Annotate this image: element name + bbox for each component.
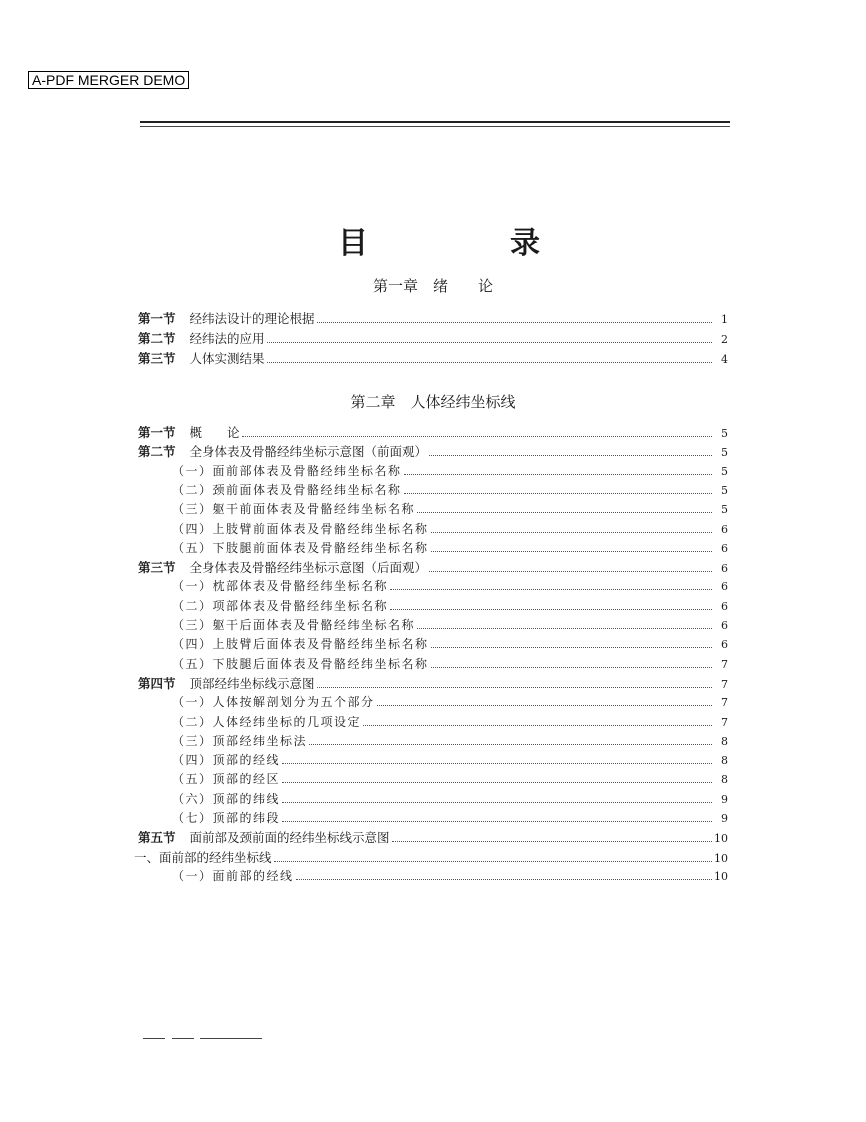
page-number: 5: [721, 446, 728, 460]
scan-artifact: [200, 1038, 262, 1039]
page-number: 9: [721, 812, 728, 825]
dot-leader: [363, 715, 712, 726]
section-title: 经纬法的应用: [189, 331, 265, 346]
page-number: 10: [714, 832, 728, 846]
dot-leader: [431, 522, 712, 533]
section-label: 第三节: [138, 351, 176, 366]
header-rule: [140, 121, 730, 123]
toc-entry: [172, 732, 728, 752]
page-number: 5: [721, 503, 728, 517]
dot-leader: [377, 695, 712, 706]
subsection-title: （三）躯干后面体表及骨骼经纬坐标名称: [172, 618, 416, 632]
page-number: 4: [721, 353, 728, 366]
section-label: 第一节: [138, 425, 176, 440]
subsection-title: （五）下肢腿前面体表及骨骼经纬坐标名称: [172, 540, 429, 555]
subsection-title: （四）上肢臂后面体表及骨骼经纬坐标名称: [172, 637, 429, 652]
dot-leader: [431, 657, 712, 668]
subsection-title: （四）上肢臂前面体表及骨骼经纬坐标名称: [172, 521, 429, 536]
dot-leader: [282, 753, 712, 764]
toc-entry: [172, 539, 728, 559]
dot-leader: [392, 831, 712, 842]
toc-entry: [172, 597, 728, 617]
toc-entry: [138, 309, 728, 329]
page-number: 6: [721, 522, 728, 536]
toc-entry: [172, 520, 728, 540]
page-number: 8: [721, 754, 728, 768]
toc-entry: [138, 828, 728, 848]
page-number: 7: [721, 715, 728, 729]
dot-leader: [429, 561, 712, 572]
subsection-title: （五）顶部的经区: [172, 772, 281, 787]
header-rule-thin: [140, 126, 730, 127]
dot-leader: [417, 618, 712, 629]
page-number: 6: [721, 638, 728, 652]
toc-entry: [172, 655, 728, 675]
chapter-heading: 第一章 绪 论: [372, 277, 493, 295]
dot-leader: [267, 352, 712, 363]
toc-entry: [138, 329, 728, 349]
toc-entry: [172, 462, 728, 482]
watermark: A-PDF MERGER DEMO: [28, 71, 189, 89]
section-title: 经纬法设计的理论根据: [189, 311, 315, 326]
page-number: 6: [721, 599, 728, 613]
toc-entry: [172, 809, 728, 829]
section-label: 第二节: [138, 444, 176, 460]
section-title: 全身体表及骨骼经纬坐标示意图（前面观）: [189, 444, 428, 460]
toc-entry: [134, 848, 728, 868]
page-number: 5: [721, 464, 728, 478]
toc-entry: [172, 751, 728, 771]
dot-leader: [390, 579, 712, 590]
dot-leader: [417, 502, 712, 513]
section-title: 概 论: [189, 425, 240, 440]
page-number: 5: [721, 427, 728, 440]
subsection-title: （三）躯干前面体表及骨骼经纬坐标名称: [172, 502, 416, 517]
page-number: 5: [721, 483, 728, 497]
subsection-title: （五）下肢腿后面体表及骨骼经纬坐标名称: [172, 656, 429, 671]
toc-entry: [172, 693, 728, 713]
page-number: 9: [721, 792, 728, 806]
subsection-title: （一）枕部体表及骨骼经纬坐标名称: [172, 579, 389, 594]
dot-leader: [404, 464, 712, 475]
section-title: 顶部经纬坐标线示意图: [189, 675, 315, 691]
page-number: 6: [721, 580, 728, 594]
page-number: 6: [721, 619, 728, 632]
toc-entry: [172, 713, 728, 733]
section-label: 第二节: [138, 331, 176, 346]
dot-leader: [431, 541, 712, 552]
dot-leader: [309, 734, 712, 745]
toc-entry: [138, 442, 728, 462]
toc-entry: [172, 635, 728, 655]
dot-leader: [317, 312, 712, 323]
toc-entry: [138, 423, 728, 443]
page-number: 7: [721, 657, 728, 671]
dot-leader: [404, 483, 712, 494]
chapter-heading: 第二章 人体经纬坐标线: [350, 393, 516, 411]
subsection-title: （一）面前部的经线: [172, 868, 294, 883]
page-number: 10: [714, 869, 728, 883]
dot-leader: [390, 599, 712, 610]
dot-leader: [267, 332, 712, 343]
dot-leader: [296, 869, 712, 880]
page-number: 2: [721, 333, 728, 346]
dot-leader: [242, 426, 712, 437]
dot-leader: [429, 445, 712, 456]
section-label: 第五节: [138, 830, 176, 846]
toc-entry: [172, 790, 728, 810]
part-title: 一、面前部的经纬坐标线: [134, 849, 272, 865]
toc-entry: [172, 577, 728, 597]
page-title: 目 录: [338, 226, 596, 261]
subsection-title: （一）人体按解剖划分为五个部分: [172, 695, 375, 710]
section-label: 第一节: [138, 311, 176, 326]
toc-entry: [138, 349, 728, 369]
page-number: 8: [721, 773, 728, 787]
subsection-title: （六）顶部的纬线: [172, 791, 281, 806]
subsection-title: （一）面前部体表及骨骼经纬坐标名称: [172, 463, 402, 478]
toc-entry: [138, 674, 728, 694]
toc-entry: [172, 770, 728, 790]
toc-entry: [172, 616, 728, 636]
toc-entry: [172, 500, 728, 520]
dot-leader: [317, 677, 712, 688]
section-title: 全身体表及骨骼经纬坐标示意图（后面观）: [189, 560, 428, 576]
subsection-title: （七）顶部的纬段: [172, 811, 281, 825]
subsection-title: （二）项部体表及骨骼经纬坐标名称: [172, 598, 389, 613]
toc-entry: [172, 867, 728, 887]
dot-leader: [431, 637, 712, 648]
scan-artifact: [143, 1038, 165, 1039]
subsection-title: （二）颈前面体表及骨骼经纬坐标名称: [172, 482, 402, 497]
section-title: 面前部及颈前面的经纬坐标线示意图: [189, 830, 390, 846]
subsection-title: （三）顶部经纬坐标法: [172, 733, 308, 748]
subsection-title: （四）顶部的经线: [172, 753, 281, 768]
dot-leader: [282, 792, 712, 803]
page-number: 8: [721, 734, 728, 748]
subsection-title: （二）人体经纬坐标的几项设定: [172, 714, 362, 729]
page-number: 7: [721, 696, 728, 710]
dot-leader: [282, 772, 712, 783]
page-number: 10: [714, 851, 728, 865]
dot-leader: [282, 811, 712, 822]
page-number: 7: [721, 677, 728, 691]
section-label: 第四节: [138, 675, 176, 691]
page-number: 6: [721, 562, 728, 576]
page-number: 6: [721, 541, 728, 555]
section-title: 人体实测结果: [189, 351, 265, 366]
toc-entry: [138, 558, 728, 578]
toc-entry: [172, 481, 728, 501]
dot-leader: [274, 851, 712, 862]
scan-artifact: [172, 1038, 194, 1039]
page-number: 1: [721, 313, 728, 326]
section-label: 第三节: [138, 560, 176, 576]
